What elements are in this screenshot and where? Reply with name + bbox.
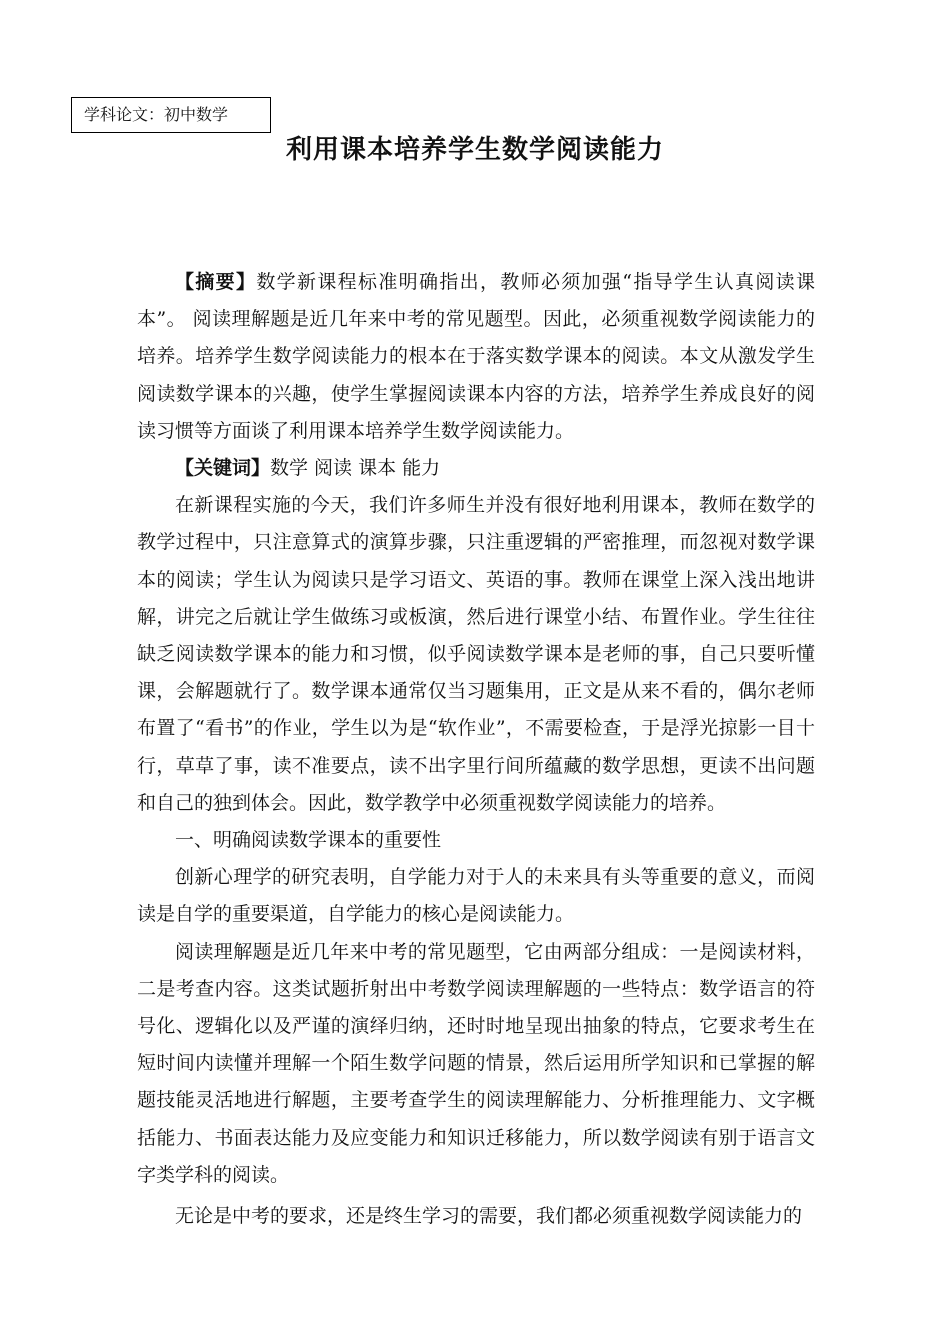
document-body <box>137 264 815 1235</box>
body-paragraph-intro: 在新课程实施的今天，我们许多师生并没有很好地利用课本，教师在数学的教学过程中，只注意算式的演算步骤，只注重逻辑的严密推理，而忽视对数学课本的阅读；学生认为阅读只是学习语文、英语的事。教师在课堂上深入浅出地讲解，讲完之后就让学生做练习或板演，然后进行课堂小结、布置作业。学生往往缺乏阅读数学课本的能力和习惯，似乎阅读数学课本是老师的事，自己只要听懂课，会解题就行了。数学课本通常仅当习题集用，正文是从来不看的，偶尔老师布置了“看书”的作业，学生以为是“软作业”，不需要检查，于是浮光掠影一目十行，草草了事，读不准要点，读不出字里行间所蕴藏的数学思想，更读不出问题和自己的独到体会。因此，数学教学中必须重视数学阅读能力的培养。 <box>137 494 815 814</box>
keywords-paragraph <box>137 450 815 487</box>
keywords-text: 数学 阅读 课本 能力 <box>270 457 441 480</box>
abstract-text: 数学新课程标准明确指出，教师必须加强“指导学生认真阅读课本”。 阅读理解题是近几年来中考的常见题型。因此，必须重视数学阅读能力的培养。培养学生数学阅读能力的根本在于落实数学课本的阅读。本文从激发学生阅读数学课本的兴趣，使学生掌握阅读课本内容的方法，培养学生养成良好的阅读习惯等方面谈了利用课本培养学生数学阅读能力。 <box>137 271 815 442</box>
section-heading-1: 一、明确阅读数学课本的重要性 <box>175 829 442 852</box>
abstract-paragraph <box>137 264 815 450</box>
body-paragraph-4: 无论是中考的要求，还是终生学习的需要，我们都必须重视数学阅读能力的 <box>175 1205 803 1228</box>
document-title: 利用课本培养学生数学阅读能力 <box>285 135 664 165</box>
subject-tag-box <box>71 97 271 133</box>
keywords-label: 【关键词】 <box>175 457 271 480</box>
abstract-label: 【摘要】 <box>175 271 257 293</box>
body-paragraph-2: 创新心理学的研究表明，自学能力对于人的未来具有头等重要的意义，而阅读是自学的重要渠道，自学能力的核心是阅读能力。 <box>137 866 815 926</box>
subject-tag-text: 学科论文：初中数学 <box>84 105 229 124</box>
body-paragraph-3: 阅读理解题是近几年来中考的常见题型，它由两部分组成：一是阅读材料，二是考查内容。这类试题折射出中考数学阅读理解题的一些特点：数学语言的符号化、逻辑化以及严谨的演绎归纳，还时时地呈现出抽象的特点，它要求考生在短时间内读懂并理解一个陌生数学问题的情景，然后运用所学知识和已掌握的解题技能灵活地进行解题，主要考查学生的阅读理解能力、分析推理能力、文字概括能力、书面表达能力及应变能力和知识迁移能力，所以数学阅读有别于语言文字类学科的阅读。 <box>137 940 815 1186</box>
